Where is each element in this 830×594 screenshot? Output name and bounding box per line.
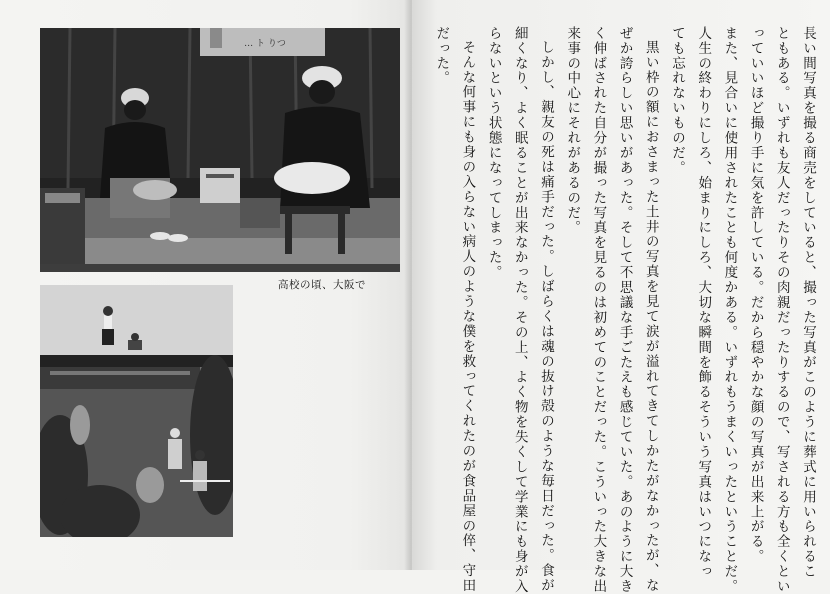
photo-caption: 高校の頃、大阪で	[278, 279, 366, 291]
text-column: 細くなり、よく眠ることが出来なかった。その上、よく物を失くして学業にも身が入	[511, 26, 528, 594]
market-scene-photo	[40, 28, 400, 272]
text-column: 長い間写真を撮る商売をしていると、撮った写真がこのように葬式に用いられるこ	[800, 26, 816, 580]
text-column: また、見合いに使用されたことも何度かある。いずれもうまくいったということだ。	[721, 26, 738, 594]
text-column: ても忘れないものだ。	[669, 26, 685, 176]
text-column: 来事の中心にそれがあるのだ。	[564, 26, 581, 236]
text-column: だった。	[433, 26, 450, 86]
text-column: 人生の終わりにしろ、始まりにしろ、大切な瞬間を飾るそういう写真はいつになっ	[695, 26, 712, 580]
text-column: しかし、親友の死は痛手だった。しばらくは魂の抜け殻のような毎日だった。食が	[538, 40, 554, 594]
right-page	[412, 0, 830, 594]
text-column: ぜか誇らしい思いがあった。そして不思議な手ごたえも感じていた。あのように大き	[616, 26, 633, 594]
bridge-scene-photo	[40, 285, 233, 537]
sign-text: … ト りつ	[244, 39, 286, 49]
market-scene-image	[40, 28, 400, 272]
bridge-scene-image	[40, 285, 233, 537]
text-column: らないという状態になってしまった。	[485, 26, 502, 281]
text-column: っていいほど撮り手に気を許している。だから穏やかな顔の写真が出来上がる。	[747, 26, 764, 565]
text-column: ともある。いずれも友人だったりその肉親だったりするので、写される方も全くとい	[773, 26, 790, 594]
left-page	[0, 0, 412, 570]
text-column: 黒い枠の額におさまった土井の写真を見て涙が溢れてきてしかたがなかったが、な	[642, 40, 659, 594]
text-column: そんな何事にも身の入らない病人のような僕を救ってくれたのが食品屋の倅、守田	[459, 40, 476, 594]
text-column: く伸ばされた自分が撮った写真を見るのは初めてのことだった。こういった大きな出	[590, 26, 607, 594]
